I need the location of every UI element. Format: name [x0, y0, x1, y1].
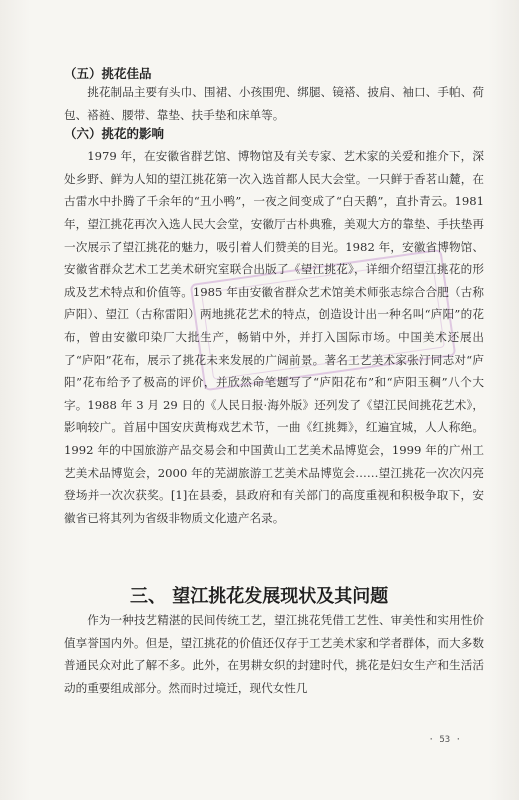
paragraph-six: 1979 年，在安徽省群艺馆、博物馆及有关专家、艺术家的关爱和推介下，深处乡野、鲜为人知的望江挑花第一次入选首都人民大会堂。一只鲜于香茗山麓，在古雷水中扑腾了千余年的“丑小鸭”，一夜之间变成了“白天鹅”，直扑青云。1981 年，望江挑花再次入选人民大会堂，安徽厅古朴典雅，美观大方的靠垫、手扶垫再一次展示了望江挑花的魅力，吸引着人们赞美的目光。1982 年，安徽省博物馆、安徽省群众艺术工艺美术研究室联合出版了《望江挑花》，详细介绍望江挑花的形成及艺术特点和价值等。1985 年由安徽省群众艺术馆美术师张志综合合肥（古称庐阳）、望江（古称雷阳）两地挑花艺术的特点，创造设计出一种名叫“庐阳”的花布，曾由安徽印染厂大批生产，畅销中外，并打入国际市场。中国美术还展出了“庐阳”花布，展示了挑花未来发展的广阔前景。著名工艺美术家张汀同志对“庐阳”花布给予了极高的评价，并欣然命笔题写了“庐阳花布”和“庐阳玉稠”八个大字。1988 年 3 月 29 日的《人民日报·海外版》还列发了《望江民间挑花艺术》，影响较广。首届中国安庆黄梅戏艺术节，一曲《红挑舞》，红遍宜城，人人称绝。1992 年的中国旅游产品交易会和中国黄山工艺美术品博览会，1999 年的广州工艺美术品博览会，2000 年的芜湖旅游工艺美术品博览会……望江挑花一次次闪亮登场并一次次获奖。[1]在县委，县政府和有关部门的高度重视和积极争取下，安徽省已将其列为省级非物质文化遗产名录。	[64, 149, 484, 525]
upper-content	[64, 66, 484, 529]
subheading-five: （五）挑花佳品	[64, 66, 152, 81]
page-number: · 53 ·	[428, 735, 461, 745]
paragraph-section-three: 作为一种技艺精湛的民间传统工艺，望江挑花凭借工艺性、审美性和实用性价值享誉国内外。但是，望江挑花的价值还仅存于工艺美术家和学者群体，而大多数普通民众对此了解不多。此外，在男耕女织的封建时代，挑花是妇女生产和生活活动的重要组成部分。然而时过境迁，现代女性几	[64, 613, 484, 695]
subheading-six: （六）挑花的影响	[64, 126, 165, 142]
lower-content	[64, 609, 484, 699]
paragraph-five: 挑花制品主要有头巾、围裙、小孩围兜、绑腿、镜褡、披肩、袖口、手帕、荷包、褡裢、腰带、靠垫、扶手垫和床单等。	[64, 85, 484, 122]
section-title: 三、 望江挑花发展现状及其问题	[130, 586, 389, 607]
